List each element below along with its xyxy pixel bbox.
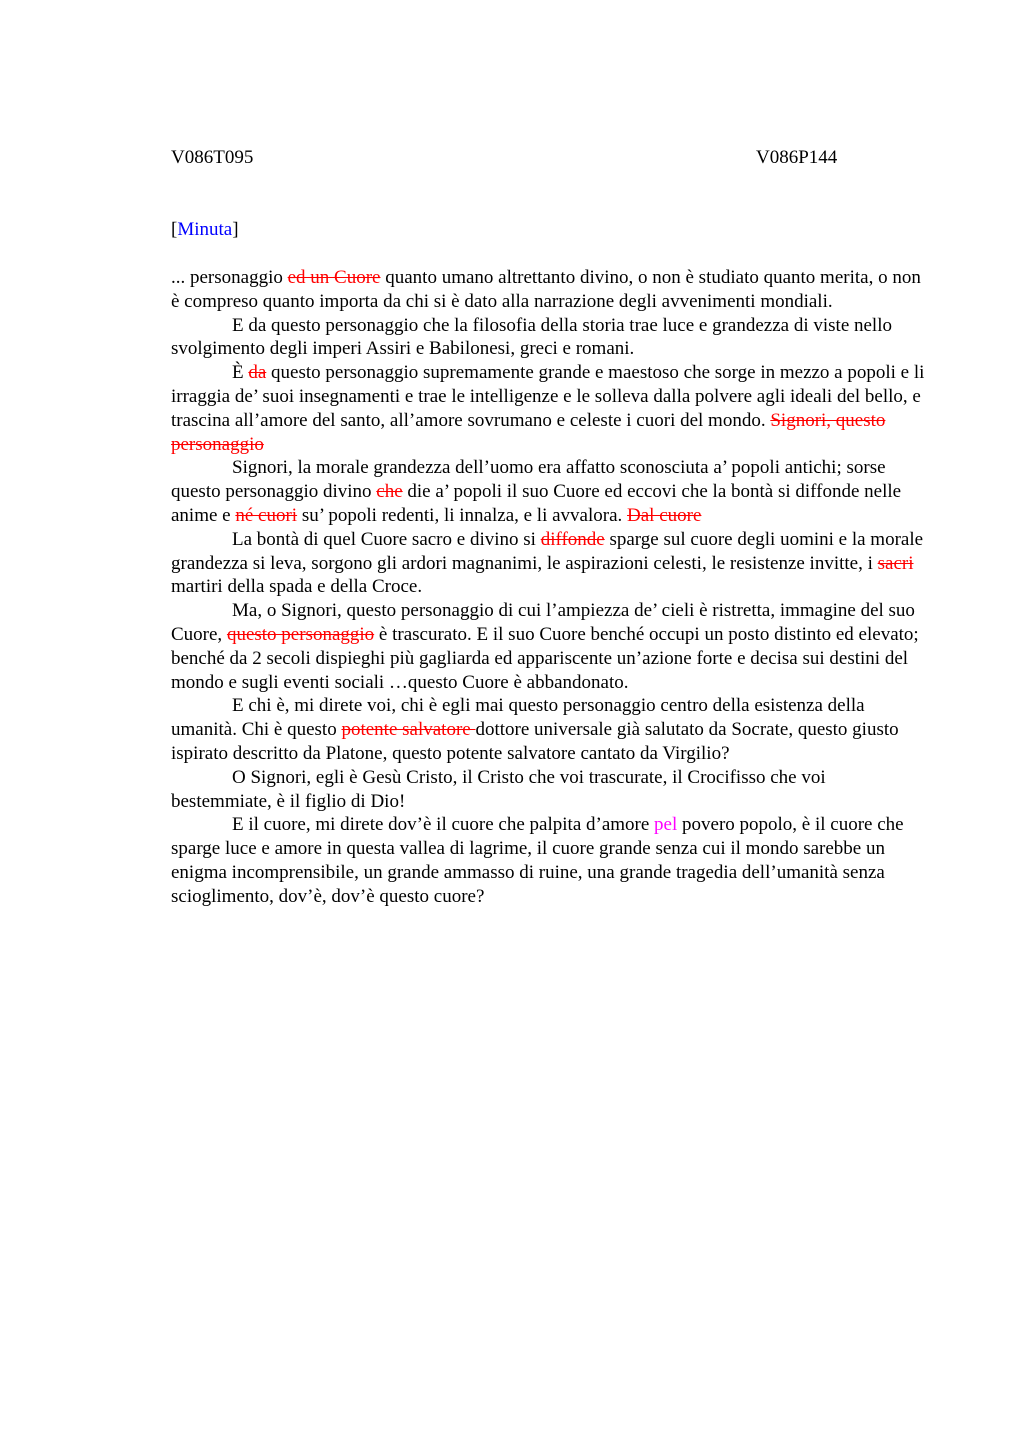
document-page bbox=[171, 146, 931, 909]
paragraph bbox=[171, 456, 931, 527]
text-segment: E chi è, mi direte voi, chi è egli mai questo personaggio centro della esistenza della umanità. Chi è questo bbox=[171, 695, 865, 741]
paragraph bbox=[171, 528, 931, 599]
section-label bbox=[171, 218, 931, 242]
text-segment: dottore universale già salutato da Socrate, questo giusto ispirato descritto da Platone, questo potente salvatore cantato da Virgilio? bbox=[171, 719, 899, 764]
paragraph bbox=[171, 599, 931, 694]
paragraph bbox=[171, 361, 931, 456]
deleted-text: da bbox=[248, 362, 267, 384]
text-segment: povero popolo, è il cuore che sparge luce e amore in questa vallea di lagrime, il cuore grande senza cui il mondo sarebbe un enigma incomprensibile, un grande ammasso di ruine, una grande tragedia dell’umanità senza scioglimento, dov’è, dov’è questo cuore? bbox=[171, 814, 904, 907]
text-segment: è trascurato. E il suo Cuore benché occupi un posto distinto ed elevato; benché da 2 secoli dispieghi più gagliarda ed appariscente un’azione forte e decisa sui destini del mondo e sugli eventi sociali …questo Cuore è abbandonato. bbox=[171, 623, 919, 693]
document-header bbox=[171, 146, 931, 170]
section-close-bracket: ] bbox=[232, 219, 239, 240]
deleted-text: che bbox=[376, 481, 403, 503]
text-segment: Ma, o Signori, questo personaggio di cui l’ampiezza de’ cieli è ristretta, immagine del suo Cuore, bbox=[171, 600, 915, 645]
paragraph bbox=[171, 314, 931, 362]
text-segment: questo personaggio supremamente grande e maestoso che sorge in mezzo a popoli e li irraggia de’ suoi insegnamenti e trae le intelligenze e le solleva dalla polvere agli ideali del bello, e trascina all’amore del santo, all’amore sovrumano e celeste i cuori del mondo. bbox=[171, 362, 925, 431]
text-segment: sparge sul cuore degli uomini e la morale grandezza si leva, sorgono gli ardori magnanimi, le aspirazioni celesti, le resistenze invitte, i bbox=[171, 528, 924, 574]
text-segment: ... personaggio bbox=[171, 267, 288, 288]
highlighted-text: pel bbox=[654, 814, 678, 836]
paragraph bbox=[171, 813, 931, 908]
text-segment: su’ popoli redenti, li innalza, e li avvalora. bbox=[297, 504, 628, 526]
text-segment: È bbox=[232, 362, 249, 384]
document-code-left: V086T095 bbox=[171, 147, 254, 168]
paragraph bbox=[171, 266, 931, 314]
deleted-text: ed un Cuore bbox=[287, 267, 381, 288]
paragraph bbox=[171, 766, 931, 814]
text-segment: Signori, la morale grandezza dell’uomo era affatto sconosciuta a’ popoli antichi; sorse questo personaggio divino bbox=[171, 457, 886, 503]
section-open-bracket: [ bbox=[171, 219, 178, 240]
body-text bbox=[171, 266, 931, 909]
text-segment: E il cuore, mi direte dov’è il cuore che palpita d’amore bbox=[232, 814, 655, 836]
text-segment: die a’ popoli il suo Cuore ed eccovi che la bontà si diffonde nelle anime e bbox=[171, 481, 902, 526]
page-code-right: V086P144 bbox=[756, 147, 838, 168]
deleted-text: sacri bbox=[877, 552, 914, 574]
deleted-text: potente salvatore bbox=[341, 719, 476, 741]
paragraph bbox=[171, 694, 931, 765]
text-segment: quanto umano altrettanto divino, o non è studiato quanto merita, o non è compreso quanto importa da chi si è dato alla narrazione degli avvenimenti mondiali. bbox=[171, 267, 921, 312]
deleted-text: questo personaggio bbox=[226, 623, 375, 645]
text-segment: E da questo personaggio che la filosofia della storia trae luce e grandezza di viste nello svolgimento degli imperi Assiri e Babilonesi, greci e romani. bbox=[171, 314, 892, 360]
text-segment: La bontà di quel Cuore sacro e divino si bbox=[232, 528, 541, 550]
text-segment: martiri della spada e della Croce. bbox=[171, 576, 423, 598]
deleted-text: Signori, questo personaggio bbox=[171, 409, 886, 455]
deleted-text: né cuori bbox=[235, 504, 298, 526]
text-segment: O Signori, egli è Gesù Cristo, il Cristo che voi trascurate, il Crocifisso che voi bestemmiate, è il figlio di Dio! bbox=[171, 766, 826, 812]
section-label-text: Minuta bbox=[177, 219, 233, 240]
deleted-text: diffonde bbox=[540, 528, 605, 550]
deleted-text: Dal cuore bbox=[627, 504, 702, 526]
